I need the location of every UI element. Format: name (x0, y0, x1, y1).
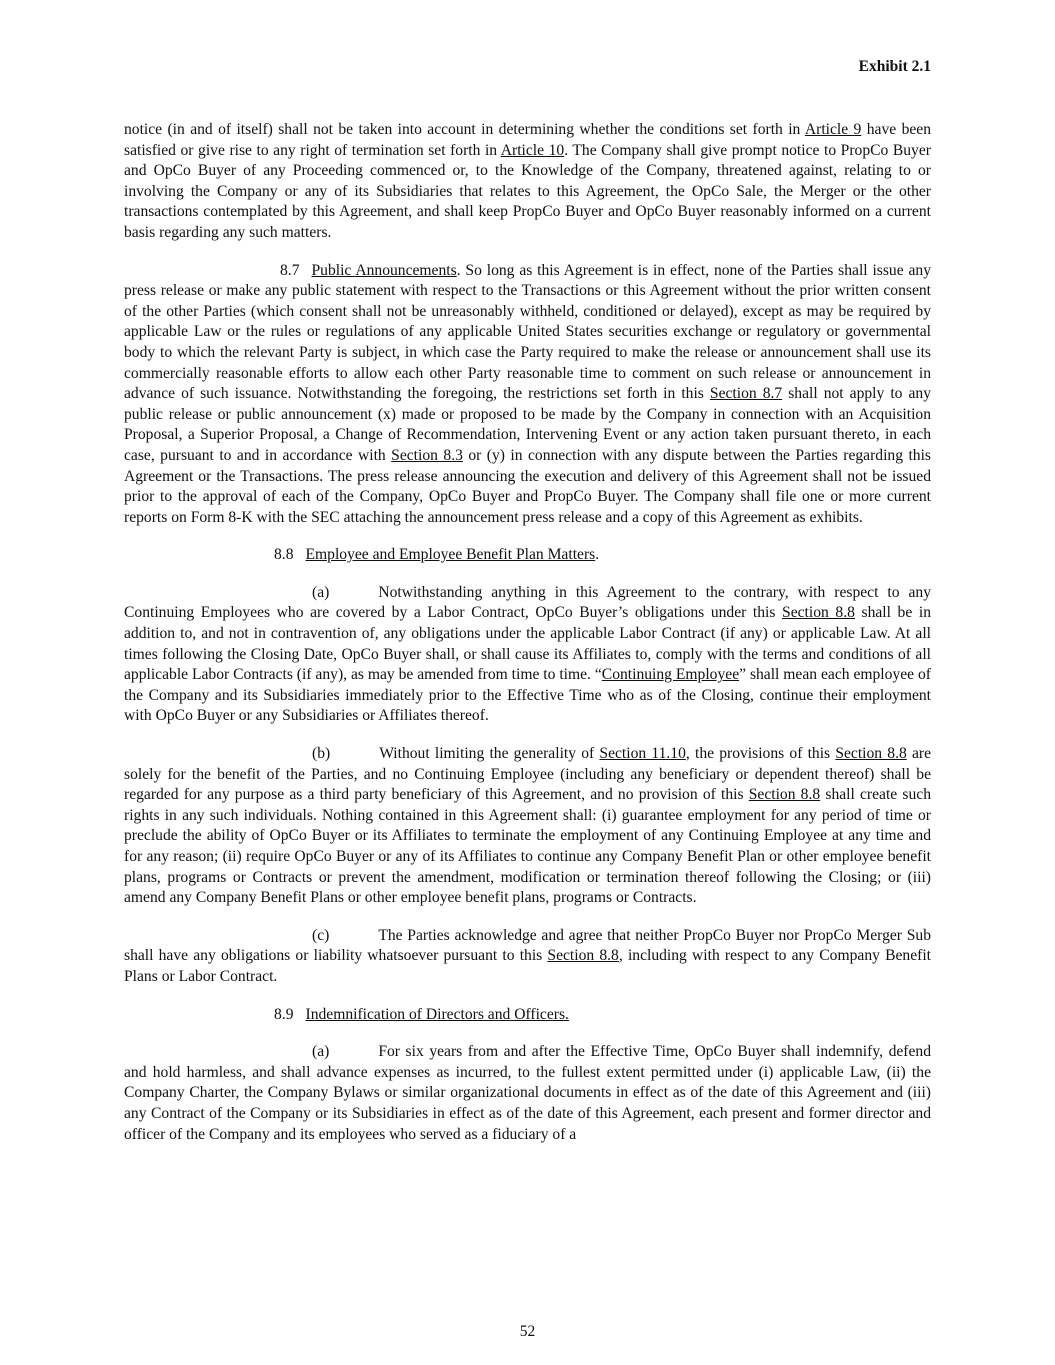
cross-reference-link: Section 8.8 (748, 786, 821, 804)
text-run: Notwithstanding anything in this Agreement to the contrary, with respect to any Continuing Employees who are covered by a Labor Contract, OpCo Buyer’s obligations under this (124, 583, 931, 622)
section-8-8-c (124, 926, 931, 988)
text-run: Without limiting the generality of (379, 745, 600, 763)
text-run: have been satisfied or give rise to any right of termination set forth in (124, 121, 932, 159)
cross-reference-link: Section 8.3 (391, 446, 463, 464)
section-heading: Public Announcements (311, 261, 457, 279)
text-run: , including with respect to any Company Benefit Plans or Labor Contract. (124, 947, 931, 985)
cross-reference-link: Article 10 (500, 141, 565, 159)
text-run: The Parties acknowledge and agree that neither PropCo Buyer nor PropCo Merger Sub shall have any obligations or liability whatsoever pursuant to this (124, 926, 931, 965)
clause-label: (a) (312, 583, 330, 601)
clause-label: (a) (312, 1043, 330, 1061)
text-run: or (y) in connection with any dispute between the Parties regarding this Agreement or the Transactions. The press release announcing the execution and delivery of this Agreement shall not be issued prior to the approval of each of the Company, OpCo Buyer and PropCo Buyer. The Company shall file one or more current reports on Form 8-K with the SEC attaching the announcement press release and a copy of this Agreement as exhibits. (124, 446, 931, 526)
paragraph-notice-continuation (124, 120, 931, 244)
text-run: shall be in addition to, and not in contravention of, any obligations under the applicable Labor Contract (if any) or applicable Law. At all times following the Closing Date, OpCo Buyer shall, or shall cause its Affiliates to, comply with the terms and conditions of all applicable Labor Contracts (if any), as may be amended from time to time. “ (124, 604, 932, 684)
section-8-9-heading (124, 1005, 931, 1026)
text-run: . So long as this Agreement is in effect, none of the Parties shall issue any press release or make any public statement with respect to the Transactions or this Agreement without the prior written consent of the other Parties (which consent shall not be unreasonably withheld, conditioned or delayed), except as may be required by applicable Law or the rules or regulations of any applicable United States securities exchange or regulatory or governmental body to which the relevant Party is subject, in which case the Party required to make the release or announcement shall use its commercially reasonable efforts to allow each other Party reasonable time to comment on such release or announcement in advance of such issuance. Notwithstanding the foregoing, the restrictions set forth in this (124, 261, 932, 403)
text-run: shall create such rights in any such individuals. Nothing contained in this Agreement shall: (i) guarantee employment for any period of time or preclude the ability of OpCo Buyer or its Affiliates to terminate the employment of any Continuing Employee at any time and for any reason; (ii) require OpCo Buyer or any of its Affiliates to continue any Company Benefit Plan or other employee benefit plans, programs or Contracts or prevent the amendment, modification or termination thereof following the Closing; or (iii) amend any Company Benefit Plans or other employee benefit plans, programs or Contracts. (124, 786, 931, 907)
exhibit-label: Exhibit 2.1 (858, 58, 931, 75)
text-run: For six years from and after the Effective Time, OpCo Buyer shall indemnify, defend and hold harmless, and shall advance expenses as incurred, to the fullest extent permitted under (i) applicable Law, (ii) the Company Charter, the Company Bylaws or similar organizational documents in effect as of the date of this Agreement and (iii) any Contract of the Company or its Subsidiaries in effect as of the date of this Agreement, each present and former director and officer of the Company and its employees who served as a fiduciary of a (124, 1043, 931, 1143)
cross-reference-link: Section 11.10 (599, 745, 686, 763)
section-8-8-a (124, 583, 931, 727)
page-number: 52 (519, 1323, 536, 1340)
section-8-7-public-announcements (124, 261, 931, 529)
section-number: 8.9 (274, 1005, 294, 1023)
section-heading: Employee and Employee Benefit Plan Matters (305, 546, 596, 564)
cross-reference-link: Section 8.7 (709, 385, 783, 403)
defined-term: Continuing Employee (601, 666, 740, 684)
section-number: 8.7 (280, 261, 300, 279)
cross-reference-link: Section 8.8 (547, 947, 619, 965)
text-run: , the provisions of this (685, 745, 836, 763)
section-number: 8.8 (274, 546, 294, 564)
section-8-9-a (124, 1042, 931, 1145)
text-run: are solely for the benefit of the Parties, and no Continuing Employee (including any beneficiary or dependent thereof) shall be regarded for any purpose as a third party beneficiary of this Agreement, and no provision of this (124, 745, 932, 804)
text-run: . (595, 546, 600, 564)
document-body (124, 120, 931, 1162)
text-run: shall not apply to any public release or public announcement (x) made or proposed to be made by the Company in connection with an Acquisition Proposal, a Superior Proposal, a Change of Recommendation, Intervening Event or any action taken pursuant thereto, in each case, pursuant to and in accordance with (124, 385, 931, 464)
cross-reference-link: Section 8.8 (835, 745, 907, 763)
section-heading: Indemnification of Directors and Officers. (305, 1005, 569, 1023)
cross-reference-link: Article 9 (804, 121, 862, 138)
section-8-8-heading (124, 545, 931, 566)
section-8-8-b (124, 744, 931, 909)
text-run: . The Company shall give prompt notice to PropCo Buyer and OpCo Buyer of any Proceeding commenced or, to the Knowledge of the Company, threatened against, relating to or involving the Company or any of its Subsidiaries that relates to this Agreement, the OpCo Sale, the Merger or the other transactions contemplated by this Agreement, and shall keep PropCo Buyer and OpCo Buyer reasonably informed on a current basis regarding any such matters. (124, 141, 931, 241)
text-run: ” shall mean each employee of the Company and its Subsidiaries immediately prior to the Effective Time who as of the Closing, continue their employment with OpCo Buyer or any Subsidiaries or Affiliates thereof. (124, 666, 931, 725)
text-run: notice (in and of itself) shall not be taken into account in determining whether the conditions set forth in (124, 121, 805, 138)
cross-reference-link: Section 8.8 (782, 604, 855, 622)
clause-label: (b) (312, 745, 331, 763)
clause-label: (c) (312, 926, 330, 944)
